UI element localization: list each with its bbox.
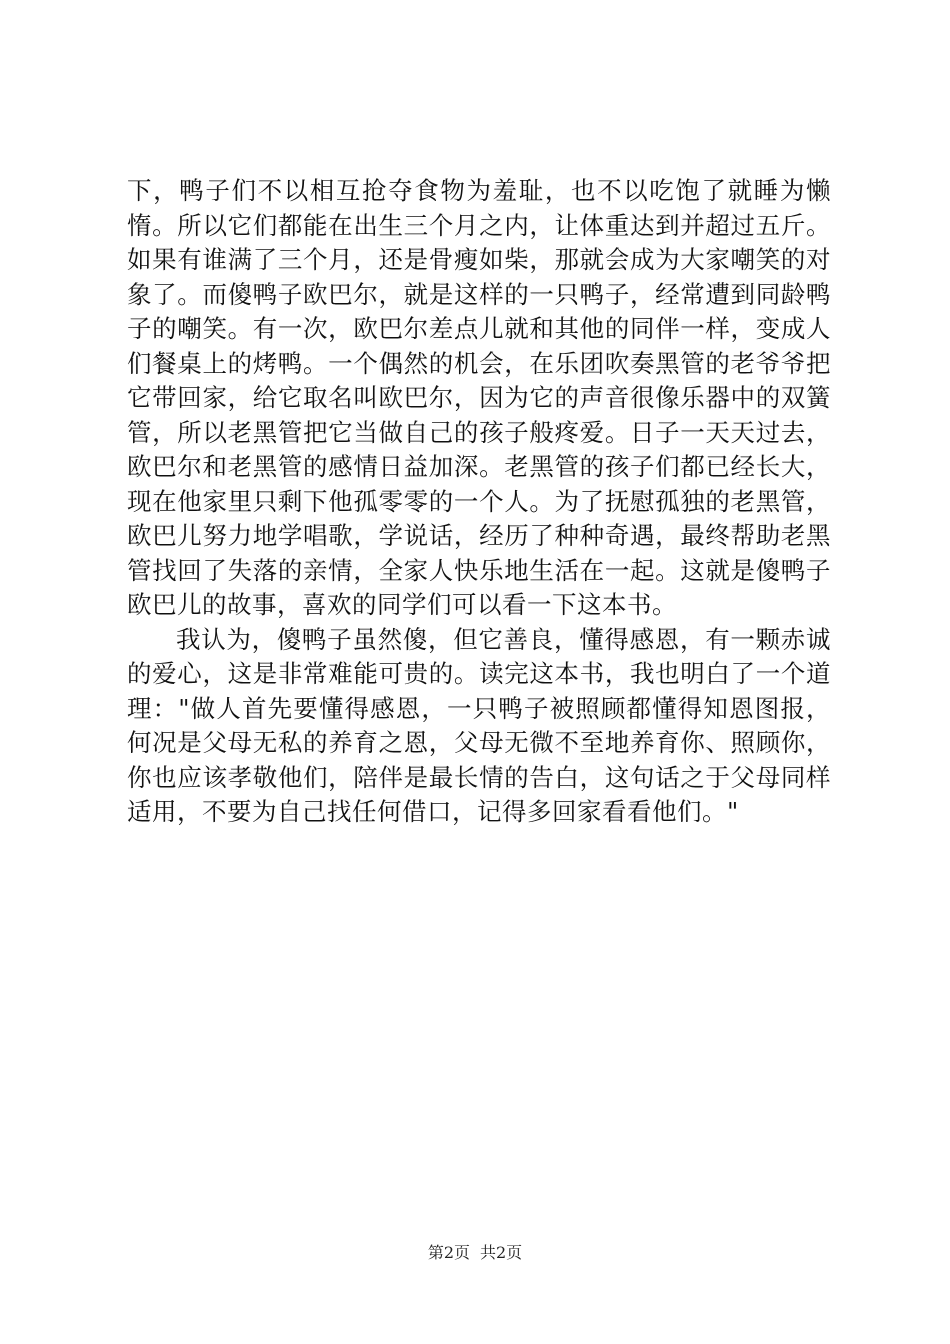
document-body bbox=[127, 174, 831, 830]
page-number-current: 第2页 bbox=[427, 1243, 470, 1262]
page-number-total: 共2页 bbox=[480, 1243, 523, 1262]
paragraph-continued: 下，鸭子们不以相互抢夺食物为羞耻，也不以吃饱了就睡为懒惰。所以它们都能在出生三个月之内，让体重达到并超过五斤。如果有谁满了三个月，还是骨瘦如柴，那就会成为大家嘲笑的对象了。而傻鸭子欧巴尔，就是这样的一只鸭子，经常遭到同龄鸭子的嘲笑。有一次，欧巴尔差点儿就和其他的同伴一样，变成人们餐桌上的烤鸭。一个偶然的机会，在乐团吹奏黑管的老爷爷把它带回家，给它取名叫欧巴尔，因为它的声音很像乐器中的双簧管，所以老黑管把它当做自己的孩子般疼爱。日子一天天过去，欧巴尔和老黑管的感情日益加深。老黑管的孩子们都已经长大，现在他家里只剩下他孤零零的一个人。为了抚慰孤独的老黑管，欧巴儿努力地学唱歌，学说话，经历了种种奇遇，最终帮助老黑管找回了失落的亲情，全家人快乐地生活在一起。这就是傻鸭子欧巴儿的故事，喜欢的同学们可以看一下这本书。 bbox=[127, 176, 831, 619]
paragraph-reflection: 我认为，傻鸭子虽然傻，但它善良，懂得感恩，有一颗赤诚的爱心，这是非常难能可贵的。读完这本书，我也明白了一个道理："做人首先要懂得感恩，一只鸭子被照顾都懂得知恩图报，何况是父母无私的养育之恩，父母无微不至地养育你、照顾你，你也应该孝敬他们，陪伴是最长情的告白，这句话之于父母同样适用，不要为自己找任何借口，记得多回家看看他们。" bbox=[127, 624, 831, 826]
page-footer bbox=[0, 1243, 950, 1263]
